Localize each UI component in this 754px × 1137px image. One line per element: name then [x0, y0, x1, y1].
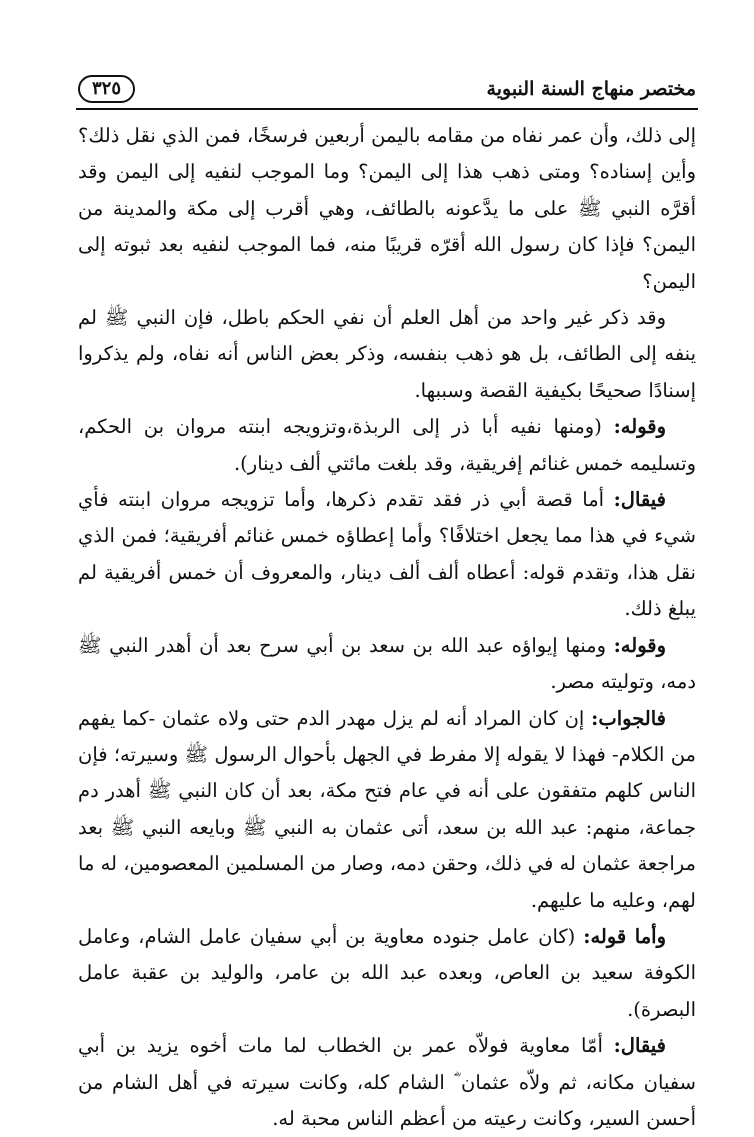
paragraph-lead: وأما قوله: [583, 924, 667, 948]
paragraph-lead: فيقال: [613, 488, 666, 512]
paragraph-text: (ومنها نفيه أبا ذر إلى الربذة،وتزويجه ابنته مروان بن الحكم، وتسليمه خمس غنائم إفريقية، وقد بلغت مائتي ألف دينار). [78, 415, 696, 475]
paragraph-text: (كان عامل جنوده معاوية بن أبي سفيان عامل الشام، وعامل الكوفة سعيد بن العاص، وبعده عبد الله بن عامر، والوليد بن عقبة عامل البصرة). [78, 924, 696, 1021]
paragraph [78, 701, 696, 919]
paragraph-text: إن كان المراد أنه لم يزل مهدر الدم حتى ولاه عثمان -كما يفهم من الكلام- فهذا لا يقوله إلا مفرط في الجهل بأحوال الرسول ﷺ وسيرته؛ فإن الناس كلهم متفقون على أنه في عام فتح مكة، بعد أن كان النبي ﷺ أهدر دم جماعة، منهم: عبد الله بن سعد، أتى عثمان به النبي ﷺ وبايعه النبي ﷺ بعد مراجعة عثمان له في ذلك، وحقن دمه، وصار من المسلمين المعصومين، له ما لهم، وعليه ما عليهم. [78, 706, 696, 912]
paragraph [78, 1028, 696, 1137]
paragraph [78, 300, 696, 409]
paragraph [78, 919, 696, 1028]
paragraph-text: وقد ذكر غير واحد من أهل العلم أن نفي الحكم باطل، فإن النبي ﷺ لم ينفه إلى الطائف، بل هو ذهب بنفسه، وذكر بعض الناس أنه نفاه، ولم يذكروا إسنادًا صحيحًا بكيفية القصة وسببها. [78, 306, 696, 402]
paragraph [78, 118, 696, 300]
book-title: مختصر منهاج السنة النبوية [486, 78, 696, 100]
paragraph-lead: وقوله: [613, 633, 666, 657]
paragraph-lead: فالجواب: [591, 706, 666, 730]
paragraph-text: إلى ذلك، وأن عمر نفاه من مقامه باليمن أربعين فرسخًا، فمن الذي نقل ذلك؟ وأين إسناده؟ ومتى ذهب هذا إلى اليمن؟ وما الموجب لنفيه إلى اليمن وقد أقرَّه النبي ﷺ على ما يدَّعونه بالطائف، وهي أقرب إلى مكة والمدينة من اليمن؟ فإذا كان رسول الله أقرّه قريبًا منه، فما الموجب لنفيه بعد ثبوته إلى اليمن؟ [78, 124, 696, 293]
paragraph-text: أما قصة أبي ذر فقد تقدم ذكرها، وأما تزويجه مروان ابنته فأي شيء في هذا مما يجعل اختلافًا؟ وأما إعطاؤه خمس غنائم أفريقية؛ فمن الذي نقل هذا، وتقدم قوله: أعطاه ألف ألف دينار، والمعروف أن خمس أفريقية لم يبلغ ذلك. [78, 488, 696, 621]
paragraph-lead: وقوله: [613, 415, 666, 439]
paragraph-lead: فيقال: [613, 1034, 666, 1058]
running-header [78, 72, 696, 106]
header-divider [76, 108, 698, 110]
paragraph [78, 409, 696, 482]
page-number: ٣٢٥ [78, 75, 135, 103]
paragraph [78, 482, 696, 628]
page-body [78, 118, 696, 1137]
paragraph-text: أمّا معاوية فولاّه عمر بن الخطاب لما مات أخوه يزيد بن أبي سفيان مكانه، ثم ولاّه عثمان ؓ الشام كله، وكانت سيرته في أهل الشام من أحسن السير، وكانت رعيته من أعظم الناس محبة له. [78, 1034, 696, 1130]
paragraph-text: ومنها إيواؤه عبد الله بن سعد بن أبي سرح بعد أن أهدر النبي ﷺ دمه، وتوليته مصر. [78, 633, 696, 694]
paragraph [78, 628, 696, 701]
